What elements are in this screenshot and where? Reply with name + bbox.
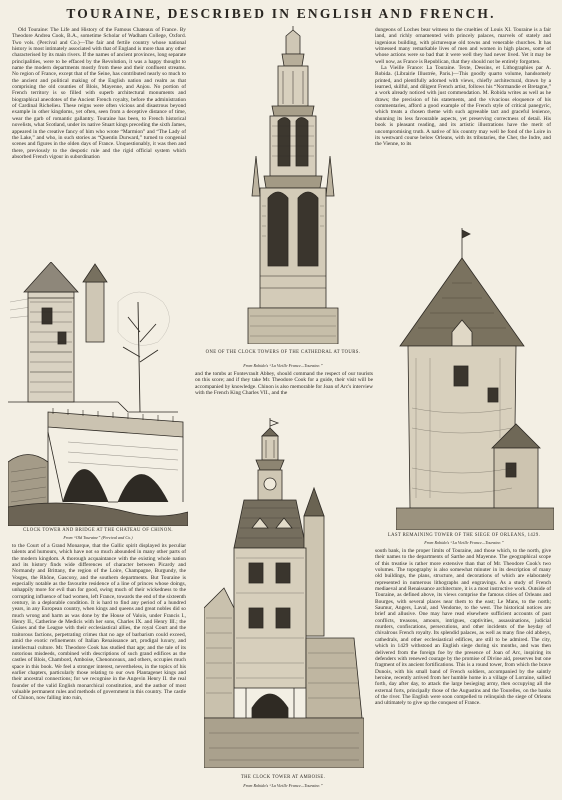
orleans-caption: LAST REMAINING TOWER OF THE SIEGE OF ORLEANS, 1429. [387,533,541,538]
orleans-tower-illustration [396,228,554,530]
review-middle: and the tombs at Fontevrault Abbey, should command the respect of our tourists on this score; and if they take Mr. Theodore Cook for a guide, their visit will be accompanied by knowledge. Chinon is also memorable for Joan of Arc's interview with the French King Charles VII., and the [195,371,373,397]
review-old-touraine: Old Touraine: The Life and History of the Famous Chateaux of France. By Theodore Andrea Cook, B.A., sometime Scholar of Wadham College, Oxford. Two vols. (Percival and Co.)—The fair and fertile country whose national history is most intimately associated with that of England is more than any other characterised by its main rivers. If the names of ancient provinces, long separate principalities, were to be effaced by the Revolution, it was a happy thought to name the modern departments mostly from these and their confluent streams. No region of France, except that of the Seine, has contributed nearly so much to the ancient and political making of the English nation and realm as that comprising the old counties of Blois, Mayenne, and Anjou. No portion of French territory is so filled with superb architectural monuments and biographical anecdotes of the Ancient French royalty, before the administration of Cardinal Richelieu. These reigns were often vicious and disastrous beyond example in other kingdoms, yet often, seen from a deceptive distance of time, wear the garb of romantic gallantry. Touraine has been, to French historical novelists, what Scotland, under its native Stuart kings preceding the sixth James, appeared in the creative fancy of him who wrote “Marmion” and “The Lady of the Lake,” and who, in such stories as “Quentin Durward,” turned to congenial scenes and figures in the olden days of France. Unquestionably, it was then and there, previously to the despotic rule and the rigid official system which absorbed French vigour in subordination [12,27,186,160]
orleans-credit: From Robida's “La Vieille France—Touraine.” [424,540,504,545]
left-column-top [12,27,186,265]
middle-column [195,371,373,411]
cathedral-tower-illustration [238,26,348,344]
amboise-tower-illustration [204,418,364,768]
review-old-touraine-continued: to the Court of a Grand Monarque, that the Gallic spirit displayed its peculiar talents and humours, which have not so much abounded in many other parts of the modern kingdom. A thorough acquaintance with the existing whole nation and its history finds wide differences of character between Picardy and Normandy and Brittany, the region of the Loire, Champagne, Burgundy, the Vosges, the Rhône, Gascony, and the southern departments. But Touraine is especially notable as the favourite residence of a line of princes whose doings, unhappily more for evil than for good, swing much of their wickedness to the corrupting influence of bad women, left France, towards the end of the sixteenth century, in a deplorable condition. It is hard to find any period of a hundred years, in any European country, when kings and queens and great nobles did so much wrong and harm as was done by the House of Valois, under Francis I., Henry II., Catherine de Medicis with her sons, Charles IX. and Henry III.; the Guises and the League with their ecclesiastical allies, the royal Court and the traitorous factions, perpetrating crimes that no age of barbarism could exceed, amid the exotic refinements of Italian Renaissance art, prodigal luxury, and intellectual culture. Mr. Theodore Cook has studied that age; and the tale of its notorious misdeeds, combined with descriptions of such grand edifices as the castles of Blois, Chambord, Amboise, Chenonceaux, and others, occupies much space in this book. We feel a stronger interest, nevertheless, in the topics of his earlier chapters, particularly those relating to our own Plantagenet kings and their ancestral connections; for we recognise in the Angevin Henry II. the real founder of the valid English monarchical constitution, and the author of most valuable permanent rules and methods of government in this country. The castle of Chinon, now falling into ruin, [12,543,186,702]
right-column-bottom [375,548,551,795]
review-old-touraine-end: dungeons of Loches bear witness to the cruelties of Louis XI. Touraine is a fair land, and richly ornamented with princely palaces, marvels of stately and ingenious building, with picturesque old towns and venerable churches. It has witnessed many remarkable lives of men and women in high places, some of whose actions were so bad that it were well they had never lived. Yet it may be well now, as France is Republican, that they should not be entirely forgotten. [375,27,551,65]
review-la-vieille-france-continued: south bank, in the proper limits of Touraine, and those which, to the north, give their names to the departments of Sarthe and Mayenne. The geographical scope of this treatise is rather more extensive than that of Mr. Theodore Cook's two volumes. The topography is also somewhat minuter in its description of many old buildings, the plans, structure, and decorations of which are elaborately represented in numerous lithographs and engravings. As a study of French mediaeval and Renaissance architecture, it is a most instructive work. Outside of Touraine, as defined above, its views comprise the famous cities of Orleans and Bourges, with several places near them to the east; Le Mans, to the north; Saumur, Angers, Laval, and Vendome, to the west. The historical notices are brief and allusive. One may have read elsewhere sufficient accounts of past conflicts, treasons, amours, intrigues, captivities, assassinations, judicial murders, confiscations, persecutions, and other incidents of the heyday of chivalrous French royalty. Its splendid palaces, as well as many fine old abbeys, cathedrals, and other ecclesiastical edifices, are still to be admired. The city, which in 1429 withstood an English siege during six months, and was then delivered from the foreign foe by the presence of Joan of Arc, inspiring its defenders with renewed courage by the promise of Divine aid, preserves but one fragment of its ancient fortifications. This is a round tower, from which the brave Dunois, with his small band of French soldiers, accompanied by the saintly heroine, recently arrived from her humble home in a village of Lorraine, sallied forth, day after day, to attack the large besieging army, then occupying all the external forts, principally those of the Augustins and the Tourelles, on the banks of the river. The English were soon compelled to relinquish the siege of Orleans and ultimately to give up the conquest of France. [375,548,551,707]
cathedral-caption: ONE OF THE CLOCK TOWERS OF THE CATHEDRAL AT TOURS. [205,350,361,355]
chinon-credit: From “Old Touraine” (Percival and Co.) [63,535,133,540]
amboise-credit: From Robida's “La Vieille France—Touraine.” [243,783,323,788]
amboise-caption: THE CLOCK TOWER AT AMBOISE. [240,775,326,780]
left-column-bottom [12,543,186,795]
chinon-illustration [8,262,188,526]
right-column-top [375,27,551,249]
page-masthead: TOURAINE, DESCRIBED IN ENGLISH AND FRENCH. [66,6,496,21]
chinon-caption: CLOCK TOWER AND BRIDGE AT THE CHATEAU OF CHINON. [23,528,173,533]
review-la-vieille-france: La Vieille France: La Touraine. Texte, Dessins, et Lithographies par A. Robida. (Librairie Illustrée, Paris.)—This goodly quarto volume, handsomely printed, and plentifully adorned with views, chiefly architectural, drawn by a learned, skilful, and diligent French artist, follows his “Normandie et Bretagne,” a work already noticed with just commendation. M. Robida writes as well as he draws; the precision of his statements, and the vivacious eloquence of his commentaries, afford a good example of the French style of critical panegyric, which treats a chosen theme with such agreeable tact and graceful lenience, shunning its less favourable aspects, yet preserving correctness of detail. His book is pleasant reading, and its artistic illustrations have the merit of uncompromising truth. A native of his country may well be fond of the Loire in its westward course below Orleans, with its tributaries, the Cher, the Indre, and the Vienne, to its [375,65,551,148]
cathedral-credit: From Robida's “La Vieille France—Touraine.” [243,363,323,368]
